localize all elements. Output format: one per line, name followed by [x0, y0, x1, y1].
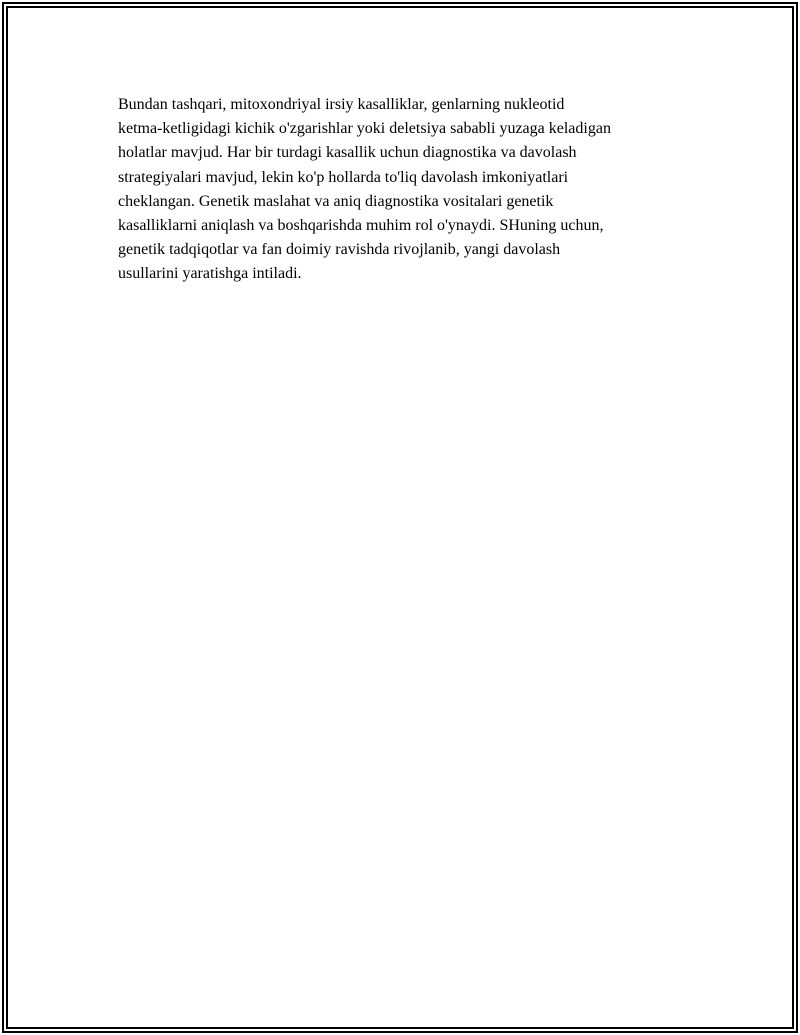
paragraph-line: ketma-ketligidagi kichik o'zgarishlar yoki deletsiya sababli yuzaga keladigan	[118, 120, 611, 138]
paragraph-line: strategiyalari mavjud, lekin ko'p hollarda to'liq davolash imkoniyatlari	[118, 168, 569, 186]
paragraph-line: usullarini yaratishga intiladi.	[118, 265, 302, 283]
paragraph-line: cheklangan. Genetik maslahat va aniq diagnostika vositalari genetik	[118, 192, 554, 210]
body-paragraph	[118, 93, 698, 287]
paragraph-line: genetik tadqiqotlar va fan doimiy ravishda rivojlanib, yangi davolash	[118, 241, 561, 259]
paragraph-line: Bundan tashqari, mitoxondriyal irsiy kasalliklar, genlarning nukleotid	[118, 96, 565, 113]
paragraph-line: holatlar mavjud. Har bir turdagi kasallik uchun diagnostika va davolash	[118, 144, 577, 162]
paragraph-line: kasalliklarni aniqlash va boshqarishda muhim rol o'ynaydi. SHuning uchun,	[118, 217, 604, 235]
